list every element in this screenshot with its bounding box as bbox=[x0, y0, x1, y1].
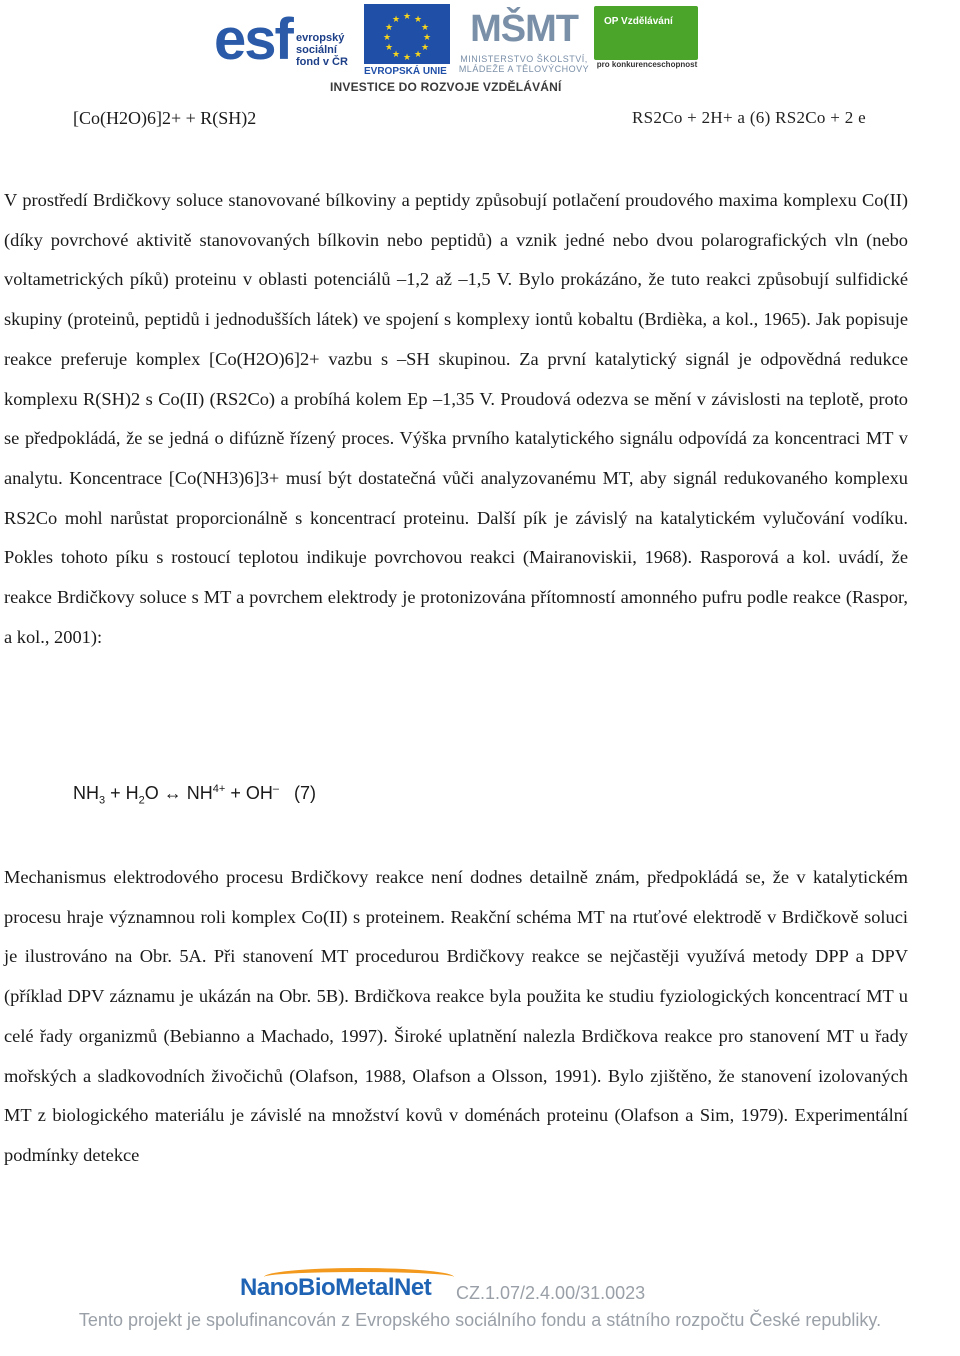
esf-mark: esf bbox=[214, 7, 292, 72]
paragraph-2: Mechanismus elektrodového procesu Brdičkovy reakce není dodnes detailně znám, předpokládá se, že v katalytickém procesu hraje významnou roli komplex Co(II) s proteinem. Reakční schéma MT na rtuťové elektrodě v Brdičkově soluci je ilustrováno na Obr. 5A. Při stanovení MT procedurou Brdičkovy reakce se nejčastěji využívá metody DPP a DPV (příklad DPV záznamu je ukázán na Obr. 5B). Brdičkova reakce byla použita ke studiu fyziologických koncentrací MT u celé řady organizmů (Bebianno a Machado, 1997). Široké uplatnění nalezla Brdičkova reakce pro stanovení MT u řady mořských a sladkovodních živočichů (Olafson, 1988, Olafson a Olsson, 1991). Bylo zjištěno, že stanovení izolovaných MT z biologického materiálu je závislé na množství kovů v doménách proteinu (Olafson a Sim, 1979). Experimentální podmínky detekce bbox=[4, 867, 908, 1165]
msmt-mark: MŠMT bbox=[470, 8, 578, 50]
formula-part: O bbox=[144, 783, 164, 803]
tagline: INVESTICE DO ROZVOJE VZDĚLÁVÁNÍ bbox=[330, 80, 562, 94]
msmt-line: MLÁDEŽE A TĚLOVÝCHOVY bbox=[458, 64, 590, 74]
formula-part: NH bbox=[181, 783, 213, 803]
formula-sup: – bbox=[272, 783, 279, 795]
formula-sub: 2 bbox=[138, 794, 145, 807]
msmt-line: MINISTERSTVO ŠKOLSTVÍ, bbox=[460, 54, 588, 64]
opvk-logo bbox=[594, 4, 700, 80]
equation-right: RS2Co + 2H+ a (6) RS2Co + 2 e bbox=[632, 108, 866, 127]
esf-text-line: evropský bbox=[296, 32, 345, 44]
esf-logo bbox=[214, 6, 364, 80]
msmt-logo bbox=[456, 4, 592, 80]
formula-7 bbox=[73, 783, 316, 807]
esf-text-line: sociální bbox=[296, 44, 337, 56]
eu-label: EVROPSKÁ UNIE bbox=[364, 66, 447, 77]
formula-sup: 4+ bbox=[212, 783, 226, 795]
formula-number: (7) bbox=[278, 783, 316, 803]
esf-text-line: fond v ČR bbox=[296, 56, 348, 68]
logo-text: NanoBioMetalNet bbox=[240, 1274, 432, 1301]
eu-logo bbox=[364, 4, 456, 80]
opvk-box bbox=[594, 6, 698, 60]
project-code: CZ.1.07/2.4.00/31.0023 bbox=[456, 1283, 646, 1303]
formula-sub: 3 bbox=[99, 794, 106, 807]
nanobiometalnet-logo bbox=[240, 1268, 462, 1308]
eu-flag-icon: ★ ★ ★ ★ ★ ★ ★ ★ ★ ★ ★ ★ bbox=[364, 4, 450, 64]
arrow-icon: ↔ bbox=[163, 783, 182, 803]
opvk-title: OP Vzdělávání bbox=[604, 16, 673, 27]
footer-text: Tento projekt je spolufinancován z Evropského sociálního fondu a státního rozpočtu České republiky. bbox=[78, 1310, 882, 1330]
equation-left: [Co(H2O)6]2+ + R(SH)2 bbox=[73, 108, 257, 128]
formula-part: + H bbox=[105, 783, 139, 803]
formula-part: NH bbox=[73, 783, 99, 803]
formula-part: + OH bbox=[225, 783, 273, 803]
opvk-subtitle: pro konkurenceschopnost bbox=[596, 60, 698, 69]
esf-text bbox=[296, 32, 348, 68]
paragraph-1: V prostředí Brdičkovy soluce stanovované bílkoviny a peptidy způsobují potlačení proudového maxima komplexu Co(II) (díky povrchové aktivitě stanovovaných bílkovin nebo peptidů) a vznik jedné nebo dvou polarografických vln (nebo voltametrických píků) proteinu v oblasti potenciálů –1,2 až –1,5 V. Bylo prokázáno, že tuto reakci způsobují sulfidické skupiny (proteinů, peptidů i jednodušších látek) ve spojení s komplexy iontů kobaltu (Brdièka, a kol., 1965). Jak popisuje reakce preferuje komplex [Co(H2O)6]2+ vazbu s –SH skupinou. Za první katalytický signál je odpovědná redukce komplexu R(SH)2 s Co(II) (RS2Co) a probíhá kolem Ep –1,35 V. Proudová odezva se mění v závislosti na teplotě, proto se předpokládá, že se jedná o difúzně řízený proces. Výška prvního katalytického signálu odpovídá za koncentraci MT v analytu. Koncentrace [Co(NH3)6]3+ musí být dostatečná vůči analyzovanému MT, aby signál redukovaného komplexu RS2Co mohl narůstat proporcionálně s koncentrací proteinu. Další pík je závislý na katalytickém vylučování vodíku. Pokles tohoto píku s rostoucí teplotou indikuje povrchovou reakci (Mairanoviskii, 1968). Rasporová a kol. uvádí, že reakce Brdičkovy soluce s MT a povrchem elektrody je protonizována přítomností amonného pufru podle reakce (Raspor, a kol., 2001): bbox=[4, 190, 908, 647]
